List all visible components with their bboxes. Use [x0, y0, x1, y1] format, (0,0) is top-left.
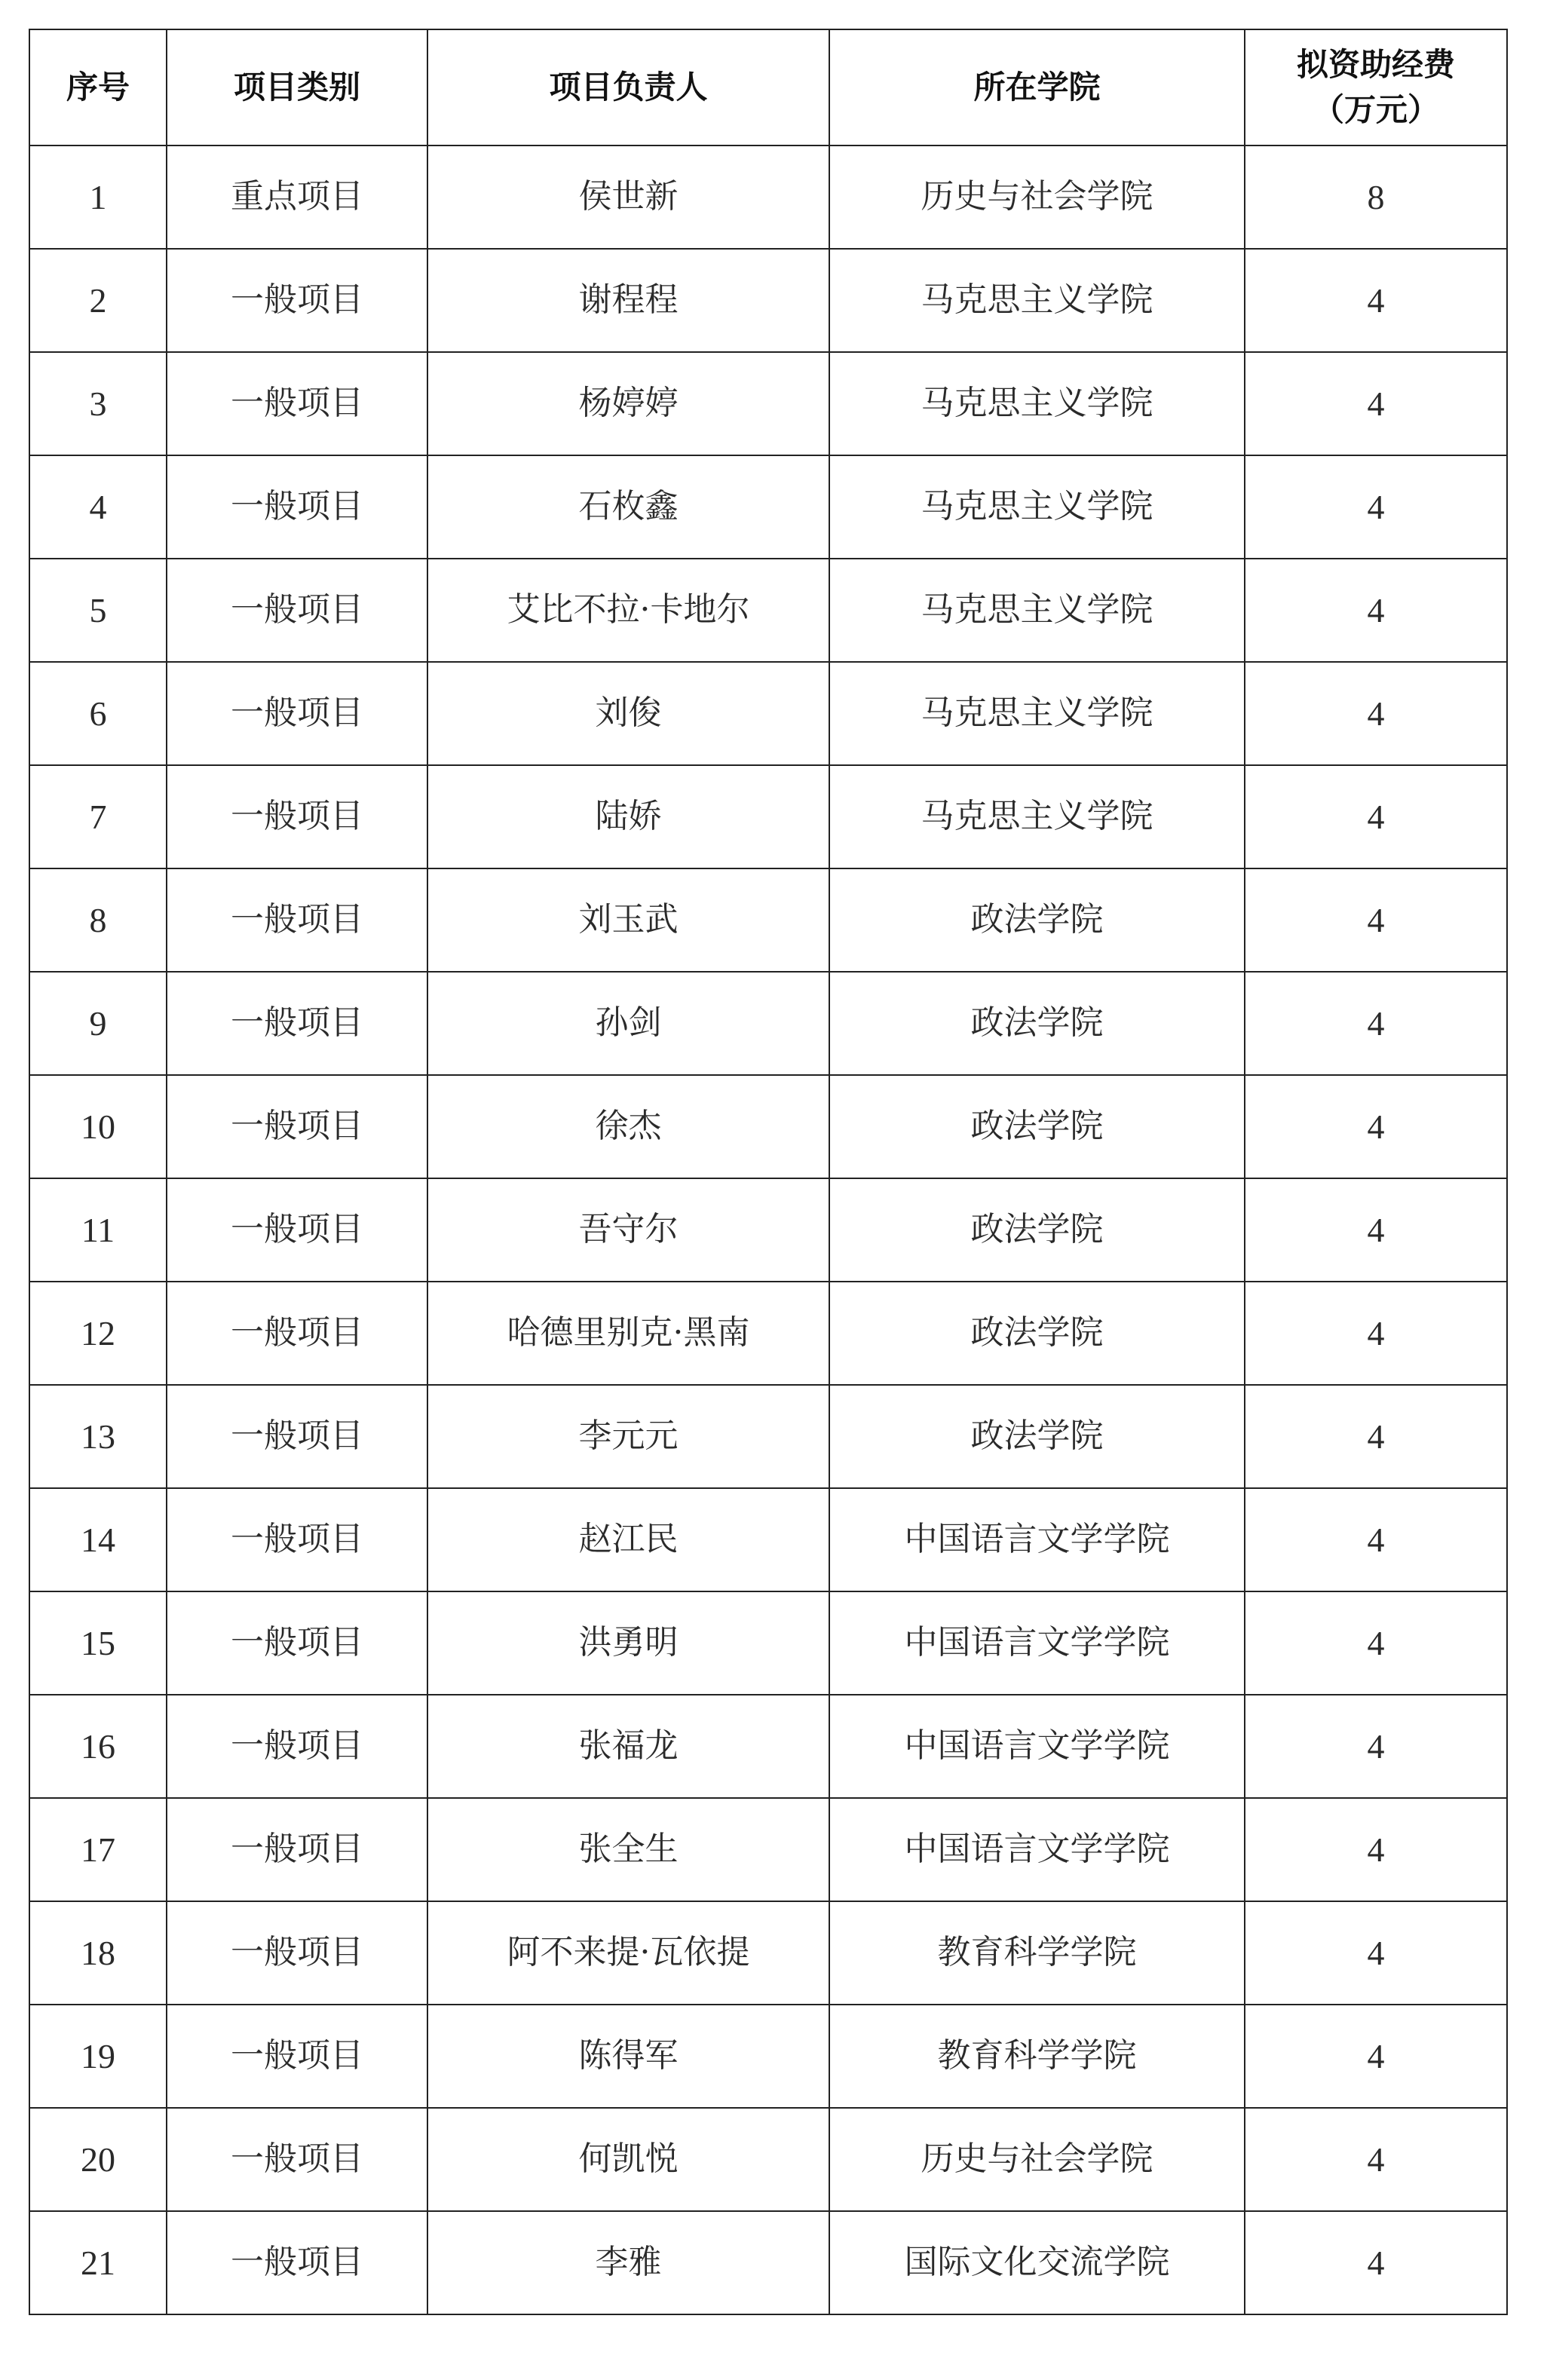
cell-leader: 哈德里别克·黑南 [427, 1282, 829, 1385]
cell-college: 马克思主义学院 [829, 559, 1245, 662]
cell-college: 政法学院 [829, 1282, 1245, 1385]
cell-leader: 阿不来提·瓦依提 [427, 1901, 829, 2005]
table-header [29, 29, 1507, 145]
cell-leader: 张全生 [427, 1798, 829, 1901]
cell-college: 政法学院 [829, 1385, 1245, 1488]
cell-college: 马克思主义学院 [829, 765, 1245, 868]
cell-seq: 8 [29, 868, 167, 972]
cell-college: 政法学院 [829, 1075, 1245, 1178]
cell-leader: 石枚鑫 [427, 455, 829, 559]
cell-funding: 4 [1245, 455, 1507, 559]
table-row [29, 249, 1507, 352]
cell-category: 一般项目 [167, 2005, 427, 2108]
header-college: 所在学院 [829, 29, 1245, 145]
table-row [29, 2005, 1507, 2108]
cell-seq: 12 [29, 1282, 167, 1385]
table-row [29, 145, 1507, 249]
cell-seq: 10 [29, 1075, 167, 1178]
cell-leader: 李元元 [427, 1385, 829, 1488]
cell-funding: 4 [1245, 1901, 1507, 2005]
cell-seq: 2 [29, 249, 167, 352]
table-row [29, 765, 1507, 868]
cell-funding: 4 [1245, 2108, 1507, 2211]
cell-leader: 李雅 [427, 2211, 829, 2314]
cell-funding: 4 [1245, 1488, 1507, 1591]
table-row [29, 1901, 1507, 2005]
cell-category: 一般项目 [167, 1075, 427, 1178]
cell-leader: 孙剑 [427, 972, 829, 1075]
cell-category: 一般项目 [167, 1591, 427, 1695]
header-funding-label: 拟资助经费 [1296, 46, 1455, 83]
table-row [29, 972, 1507, 1075]
cell-seq: 4 [29, 455, 167, 559]
cell-college: 马克思主义学院 [829, 455, 1245, 559]
cell-category: 一般项目 [167, 352, 427, 455]
cell-funding: 4 [1245, 559, 1507, 662]
table-row [29, 868, 1507, 972]
cell-leader: 张福龙 [427, 1695, 829, 1798]
cell-leader: 何凯悦 [427, 2108, 829, 2211]
cell-category: 一般项目 [167, 455, 427, 559]
cell-funding: 4 [1245, 868, 1507, 972]
cell-college: 中国语言文学学院 [829, 1798, 1245, 1901]
cell-category: 一般项目 [167, 662, 427, 765]
document-page [29, 29, 1506, 2315]
header-seq: 序号 [29, 29, 167, 145]
cell-college: 历史与社会学院 [829, 2108, 1245, 2211]
cell-leader: 吾守尔 [427, 1178, 829, 1282]
cell-college: 国际文化交流学院 [829, 2211, 1245, 2314]
cell-category: 一般项目 [167, 2211, 427, 2314]
cell-seq: 17 [29, 1798, 167, 1901]
cell-funding: 4 [1245, 1591, 1507, 1695]
cell-category: 一般项目 [167, 1488, 427, 1591]
cell-leader: 陆娇 [427, 765, 829, 868]
cell-leader: 徐杰 [427, 1075, 829, 1178]
cell-seq: 13 [29, 1385, 167, 1488]
cell-category: 一般项目 [167, 1695, 427, 1798]
cell-seq: 3 [29, 352, 167, 455]
table-row [29, 559, 1507, 662]
cell-funding: 4 [1245, 1798, 1507, 1901]
cell-college: 马克思主义学院 [829, 662, 1245, 765]
cell-seq: 15 [29, 1591, 167, 1695]
cell-college: 中国语言文学学院 [829, 1695, 1245, 1798]
cell-college: 政法学院 [829, 868, 1245, 972]
cell-category: 一般项目 [167, 1282, 427, 1385]
table-row [29, 1385, 1507, 1488]
cell-leader: 侯世新 [427, 145, 829, 249]
cell-funding: 4 [1245, 2005, 1507, 2108]
cell-funding: 8 [1245, 145, 1507, 249]
cell-seq: 19 [29, 2005, 167, 2108]
table-row [29, 352, 1507, 455]
cell-funding: 4 [1245, 2211, 1507, 2314]
cell-category: 一般项目 [167, 249, 427, 352]
cell-leader: 谢程程 [427, 249, 829, 352]
cell-category: 一般项目 [167, 1901, 427, 2005]
cell-category: 一般项目 [167, 972, 427, 1075]
cell-seq: 7 [29, 765, 167, 868]
table-row [29, 2108, 1507, 2211]
table-body [29, 145, 1507, 2314]
cell-college: 中国语言文学学院 [829, 1488, 1245, 1591]
cell-leader: 洪勇明 [427, 1591, 829, 1695]
cell-college: 马克思主义学院 [829, 249, 1245, 352]
table-row [29, 1282, 1507, 1385]
header-category: 项目类别 [167, 29, 427, 145]
cell-college: 历史与社会学院 [829, 145, 1245, 249]
cell-funding: 4 [1245, 662, 1507, 765]
cell-category: 一般项目 [167, 1385, 427, 1488]
table-row [29, 1178, 1507, 1282]
cell-category: 一般项目 [167, 765, 427, 868]
cell-funding: 4 [1245, 1695, 1507, 1798]
cell-category: 一般项目 [167, 1798, 427, 1901]
cell-category: 一般项目 [167, 868, 427, 972]
table-row [29, 455, 1507, 559]
cell-funding: 4 [1245, 1282, 1507, 1385]
cell-leader: 刘俊 [427, 662, 829, 765]
cell-seq: 5 [29, 559, 167, 662]
cell-college: 教育科学学院 [829, 2005, 1245, 2108]
header-row [29, 29, 1507, 145]
cell-funding: 4 [1245, 249, 1507, 352]
cell-seq: 20 [29, 2108, 167, 2211]
table-row [29, 662, 1507, 765]
table-row [29, 1075, 1507, 1178]
cell-college: 马克思主义学院 [829, 352, 1245, 455]
cell-leader: 艾比不拉·卡地尔 [427, 559, 829, 662]
cell-college: 教育科学学院 [829, 1901, 1245, 2005]
cell-leader: 杨婷婷 [427, 352, 829, 455]
cell-category: 一般项目 [167, 559, 427, 662]
header-funding [1245, 29, 1507, 145]
cell-seq: 21 [29, 2211, 167, 2314]
cell-seq: 9 [29, 972, 167, 1075]
table-row [29, 1798, 1507, 1901]
cell-seq: 11 [29, 1178, 167, 1282]
cell-funding: 4 [1245, 1178, 1507, 1282]
table-row [29, 1488, 1507, 1591]
cell-leader: 刘玉武 [427, 868, 829, 972]
cell-category: 一般项目 [167, 1178, 427, 1282]
cell-category: 重点项目 [167, 145, 427, 249]
cell-funding: 4 [1245, 1075, 1507, 1178]
cell-seq: 1 [29, 145, 167, 249]
cell-funding: 4 [1245, 765, 1507, 868]
cell-seq: 16 [29, 1695, 167, 1798]
cell-college: 政法学院 [829, 1178, 1245, 1282]
cell-category: 一般项目 [167, 2108, 427, 2211]
cell-seq: 14 [29, 1488, 167, 1591]
cell-seq: 18 [29, 1901, 167, 2005]
cell-leader: 陈得军 [427, 2005, 829, 2108]
cell-college: 中国语言文学学院 [829, 1591, 1245, 1695]
header-leader: 项目负责人 [427, 29, 829, 145]
cell-funding: 4 [1245, 972, 1507, 1075]
cell-leader: 赵江民 [427, 1488, 829, 1591]
cell-college: 政法学院 [829, 972, 1245, 1075]
table-row [29, 1695, 1507, 1798]
cell-funding: 4 [1245, 1385, 1507, 1488]
table-row [29, 1591, 1507, 1695]
header-funding-unit: （万元） [1312, 91, 1439, 128]
table-row [29, 2211, 1507, 2314]
cell-seq: 6 [29, 662, 167, 765]
funding-table [29, 29, 1508, 2315]
cell-funding: 4 [1245, 352, 1507, 455]
